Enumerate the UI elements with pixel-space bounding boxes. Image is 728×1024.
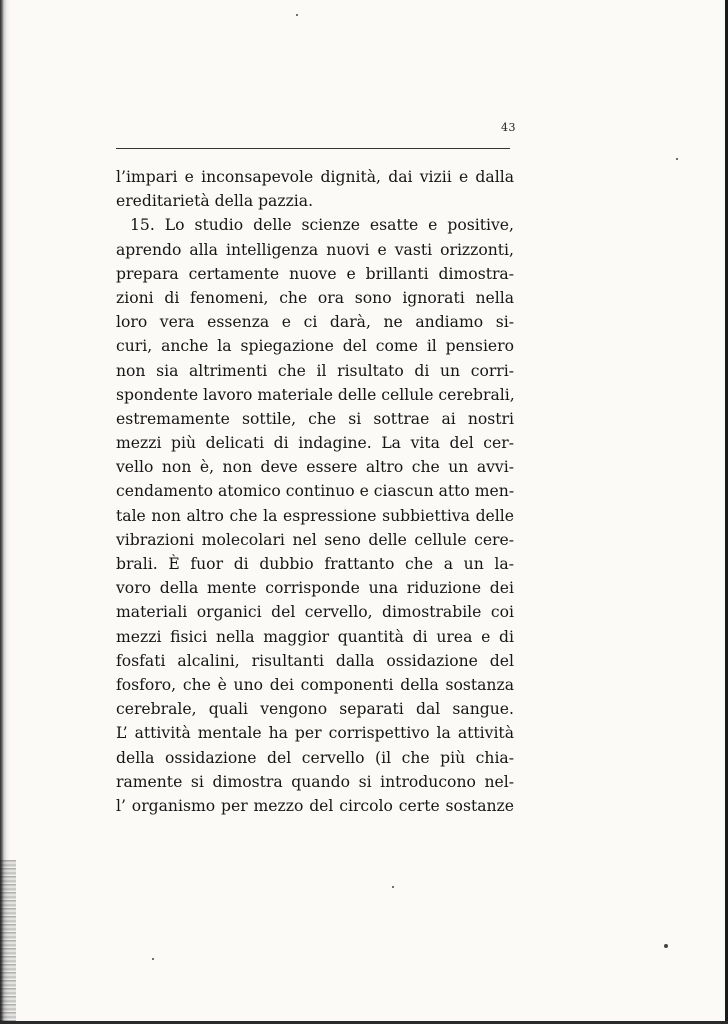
text-line: voro della mente corrisponde una riduzione dei <box>116 579 514 598</box>
text-line: estremamente sottile, che si sottrae ai nostri <box>116 409 514 428</box>
text-line: fosfati alcalini, risultanti dalla ossidazione del <box>116 651 514 670</box>
page-number: 43 <box>501 121 516 134</box>
binding-shadow <box>0 860 16 1024</box>
text-line: mezzi più delicati di indagine. La vita del cer- <box>116 434 514 453</box>
text-line: ereditarietà della pazzia. <box>116 192 314 211</box>
text-line: vello non è, non deve essere altro che un avvi- <box>116 458 514 477</box>
speck <box>152 958 154 960</box>
speck <box>676 158 678 160</box>
speck <box>392 886 394 888</box>
text-line: spondente lavoro materiale delle cellule cerebrali, <box>116 385 515 404</box>
header-rule <box>116 148 510 149</box>
text-line: vibrazioni molecolari nel seno delle cellule cere- <box>116 530 514 549</box>
text-line: prepara certamente nuove e brillanti dimostra- <box>116 264 514 283</box>
text-line: 15. Lo studio delle scienze esatte e positive, <box>130 216 514 235</box>
text-line: cerebrale, quali vengono separati dal sangue. <box>116 700 514 719</box>
speck <box>664 944 668 948</box>
speck <box>296 14 298 16</box>
text-line: aprendo alla intelligenza nuovi e vasti orizzonti, <box>116 240 514 259</box>
text-line: l’ organismo per mezzo del circolo certe sostanze <box>116 796 514 815</box>
text-line: L’ attività mentale ha per corrispettivo la attività <box>116 724 514 743</box>
text-line: materiali organici del cervello, dimostrabile coi <box>116 603 514 622</box>
text-line: tale non altro che la espressione subbiettiva delle <box>116 506 514 525</box>
body-text <box>116 165 514 818</box>
text-line: ramente si dimostra quando si introducono nel- <box>116 772 514 791</box>
text-line: non sia altrimenti che il risultato di un corri- <box>116 361 514 380</box>
text-line: zioni di fenomeni, che ora sono ignorati nella <box>116 288 514 307</box>
text-line: della ossidazione del cervello (il che più chia- <box>116 748 514 767</box>
text-line: loro vera essenza e ci darà, ne andiamo si- <box>116 313 514 332</box>
text-line: cendamento atomico continuo e ciascun atto men- <box>116 482 515 501</box>
text-line: fosforo, che è uno dei componenti della sostanza <box>116 675 514 694</box>
text-line: brali. È fuor di dubbio frattanto che a un la- <box>116 555 514 573</box>
text-line: curi, anche la spiegazione del come il pensiero <box>116 337 514 356</box>
text-line: mezzi fisici nella maggior quantità di urea e di <box>116 627 514 646</box>
text-line: l’impari e inconsapevole dignità, dai vizii e dalla <box>116 168 514 186</box>
